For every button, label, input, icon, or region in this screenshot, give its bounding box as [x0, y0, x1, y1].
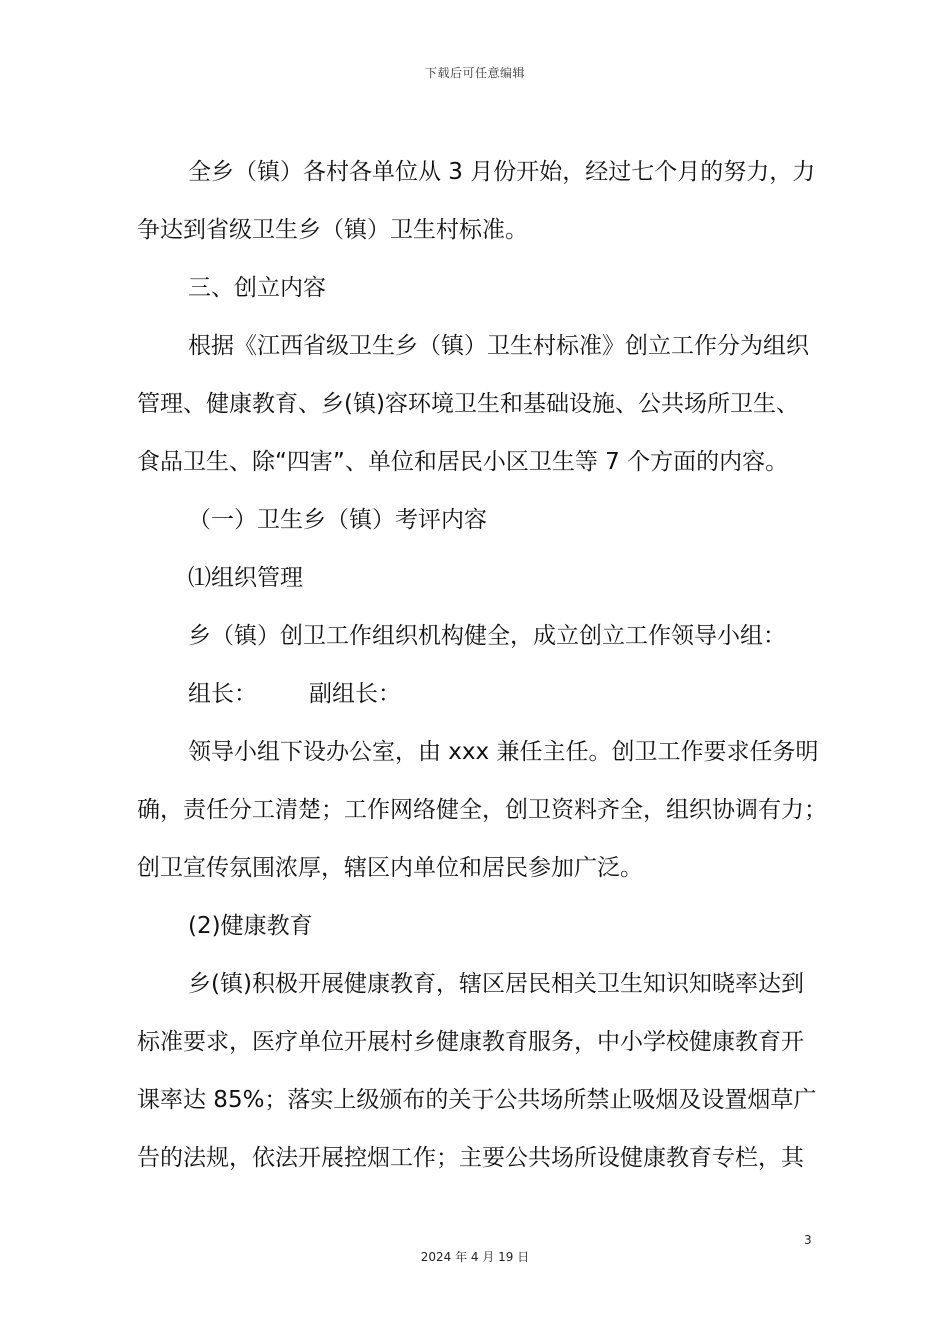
text-line: 根据《江西省级卫生乡（镇）卫生村标准》创立工作分为组织 [188, 333, 809, 359]
deputy-leader-label: 副组长： [309, 681, 401, 707]
text-line: 管理、健康教育、乡(镇)容环境卫生和基础设施、公共场所卫生、 [137, 391, 799, 417]
leaders-line [137, 665, 827, 723]
text-line: 乡(镇)积极开展健康教育，辖区居民相关卫生知识知晓率达到 [188, 971, 804, 997]
text-line: 食品卫生、除“四害”、单位和居民小区卫生等 7 个方面的内容。 [137, 449, 789, 475]
leader-label: 组长： [188, 681, 257, 707]
subsection-heading: （一）卫生乡（镇）考评内容 [188, 507, 487, 533]
paragraph-goal [137, 143, 827, 259]
text-line: 全乡（镇）各村各单位从 3 月份开始，经过七个月的努力，力 [188, 159, 816, 185]
footer-date: 2024 年 4 月 19 日 [420, 1250, 530, 1264]
item-heading-health-education: (2)健康教育 [188, 913, 313, 939]
text-line: 领导小组下设办公室，由 xxx 兼任主任。创卫工作要求任务明 [188, 739, 819, 765]
page-header: 下载后可任意编辑 [424, 66, 525, 80]
item-heading-organization: ⑴组织管理 [188, 565, 303, 591]
paragraph-health-education [137, 955, 827, 1187]
text-line: 争达到省级卫生乡（镇）卫生村标准。 [137, 217, 528, 243]
text-line: 标准要求，医疗单位开展村乡健康教育服务，中小学校健康教育开 [137, 1029, 804, 1055]
text-line: 确，责任分工清楚；工作网络健全，创卫资料齐全，组织协调有力； [137, 797, 827, 823]
paragraph-content-overview [137, 317, 827, 491]
text-line: 告的法规，依法开展控烟工作；主要公共场所设健康教育专栏，其 [137, 1145, 804, 1171]
text-line: 课率达 85%；落实上级颁布的关于公共场所禁止吸烟及设置烟草广 [137, 1087, 817, 1113]
section-heading: 三、创立内容 [188, 275, 326, 301]
document-body [137, 143, 827, 1187]
paragraph-organization: 乡（镇）创卫工作组织机构健全，成立创立工作领导小组： [188, 623, 786, 649]
text-line: 创卫宣传氛围浓厚，辖区内单位和居民参加广泛。 [137, 855, 643, 881]
paragraph-office [137, 723, 827, 897]
page-number: 3 [804, 1233, 812, 1247]
